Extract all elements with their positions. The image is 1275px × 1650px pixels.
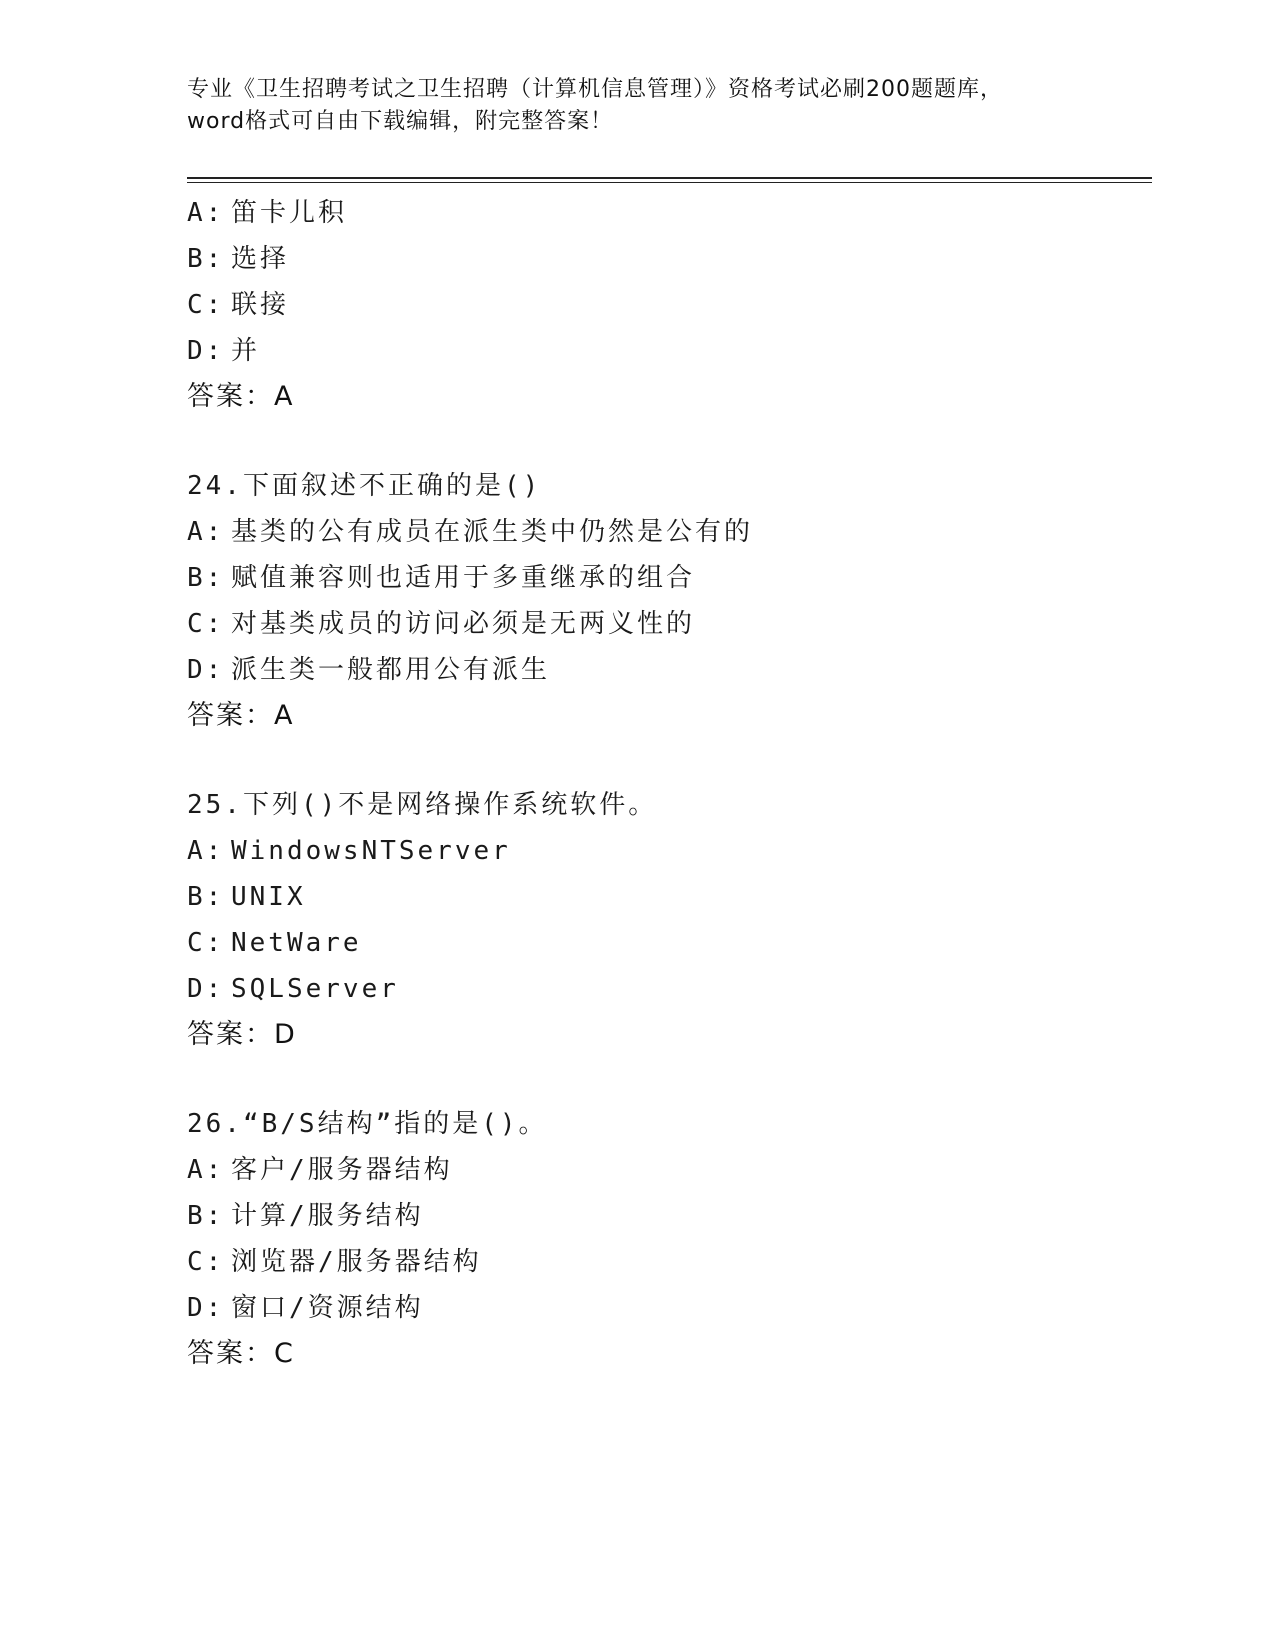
question-stem: 25.下列()不是网络操作系统软件。 [187, 790, 658, 820]
option-b [187, 236, 1147, 282]
question-23 [187, 190, 1147, 420]
option-key: A: [187, 1155, 225, 1185]
spacer [187, 420, 1147, 463]
option-text: 计算/服务结构 [231, 1201, 424, 1231]
answer-line [187, 693, 1147, 739]
answer-label: 答案： [187, 1019, 274, 1050]
header-line-1: 专业《卫生招聘考试之卫生招聘（计算机信息管理）》资格考试必刷200题题库， [187, 77, 1003, 102]
question-stem: 24.下面叙述不正确的是() [187, 471, 542, 501]
option-text: SQLServer [231, 974, 399, 1004]
option-text: NetWare [231, 928, 362, 958]
answer-line [187, 1331, 1147, 1377]
answer-value: D [274, 1019, 297, 1050]
option-a [187, 1147, 1147, 1193]
answer-label: 答案： [187, 381, 274, 412]
option-key: C: [187, 928, 225, 958]
answer-line [187, 374, 1147, 420]
option-text: 窗口/资源结构 [231, 1293, 424, 1323]
spacer [187, 1058, 1147, 1101]
question-24 [187, 463, 1147, 739]
option-c [187, 920, 1147, 966]
option-key: D: [187, 336, 225, 366]
option-key: D: [187, 974, 225, 1004]
option-key: A: [187, 198, 225, 228]
option-key: B: [187, 563, 225, 593]
option-d [187, 328, 1147, 374]
option-key: C: [187, 290, 225, 320]
option-key: B: [187, 1201, 225, 1231]
option-key: B: [187, 882, 225, 912]
option-text: 并 [231, 336, 261, 366]
option-key: A: [187, 517, 225, 547]
question-25 [187, 782, 1147, 1058]
answer-value: A [274, 700, 295, 731]
option-text: 联接 [231, 290, 290, 320]
spacer [187, 739, 1147, 782]
option-c [187, 282, 1147, 328]
option-text: 笛卡儿积 [231, 198, 348, 228]
option-c [187, 1239, 1147, 1285]
question-stem: 26.“B/S结构”指的是()。 [187, 1109, 548, 1139]
option-text: 基类的公有成员在派生类中仍然是公有的 [231, 517, 754, 547]
option-a [187, 509, 1147, 555]
question-list [187, 190, 1147, 1377]
option-text: 派生类一般都用公有派生 [231, 655, 551, 685]
option-key: D: [187, 655, 225, 685]
option-text: 选择 [231, 244, 290, 274]
option-d [187, 647, 1147, 693]
answer-value: C [274, 1338, 295, 1369]
option-d [187, 966, 1147, 1012]
answer-label: 答案： [187, 1338, 274, 1369]
option-b [187, 555, 1147, 601]
document-header [187, 74, 1087, 138]
option-c [187, 601, 1147, 647]
answer-line [187, 1012, 1147, 1058]
option-text: UNIX [231, 882, 306, 912]
option-a [187, 828, 1147, 874]
option-text: 对基类成员的访问必须是无两义性的 [231, 609, 696, 639]
option-key: B: [187, 244, 225, 274]
option-d [187, 1285, 1147, 1331]
option-key: A: [187, 836, 225, 866]
answer-label: 答案： [187, 700, 274, 731]
option-key: C: [187, 1247, 225, 1277]
header-divider-thick [187, 177, 1152, 179]
option-text: 赋值兼容则也适用于多重继承的组合 [231, 563, 696, 593]
option-b [187, 874, 1147, 920]
header-line-2: word格式可自由下载编辑，附完整答案！ [187, 109, 614, 134]
question-26 [187, 1101, 1147, 1377]
option-b [187, 1193, 1147, 1239]
option-key: C: [187, 609, 225, 639]
option-text: WindowsNTServer [231, 836, 511, 866]
option-text: 浏览器/服务器结构 [231, 1247, 482, 1277]
option-text: 客户/服务器结构 [231, 1155, 453, 1185]
header-divider-thin [187, 182, 1152, 183]
option-key: D: [187, 1293, 225, 1323]
answer-value: A [274, 381, 295, 412]
option-a [187, 190, 1147, 236]
